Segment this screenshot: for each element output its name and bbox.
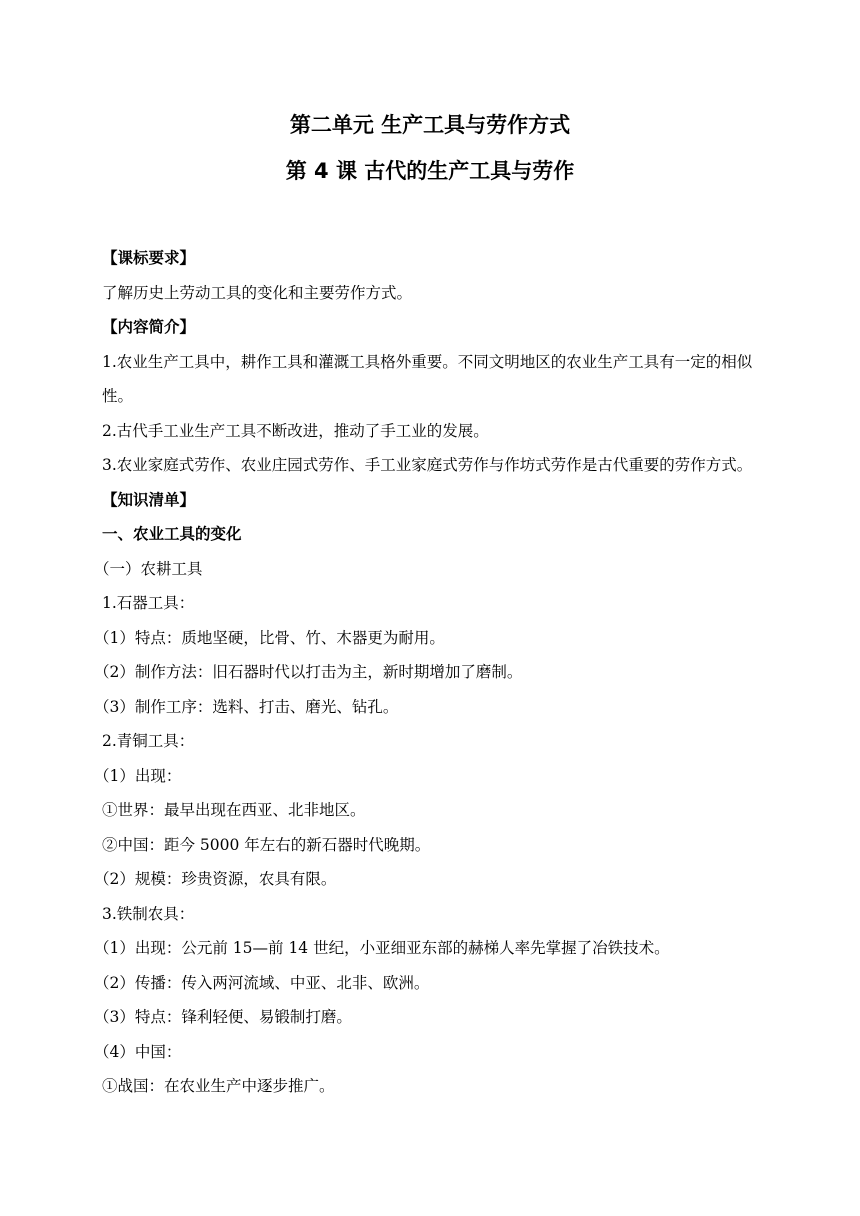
paragraph: （3）特点：锋利轻便、易锻制打磨。 bbox=[94, 1008, 352, 1026]
paragraph: （1）特点：质地坚硬，比骨、竹、木器更为耐用。 bbox=[94, 628, 445, 647]
section-heading-summary: 【内容简介】 bbox=[102, 318, 196, 336]
paragraph: （1）出现：公元前 15—前 14 世纪，小亚细亚东部的赫梯人率先掌握了冶铁技术。 bbox=[94, 939, 670, 957]
section-heading-knowledge: 【知识清单】 bbox=[102, 490, 196, 509]
subsection-heading: 一、农业工具的变化 bbox=[102, 525, 242, 543]
paragraph: 1.农业生产工具中，耕作工具和灌溉工具格外重要。不同文明地区的农业生产工具有一定的相似性。 bbox=[102, 352, 753, 405]
paragraph: （3）制作工序：选料、打击、磨光、钻孔。 bbox=[94, 697, 399, 716]
lesson-title: 第 4 课 古代的生产工具与劳作 bbox=[285, 159, 575, 183]
paragraph: （1）出现： bbox=[94, 766, 182, 785]
paragraph: ②中国：距今 5000 年左右的新石器时代晚期。 bbox=[102, 835, 431, 854]
paragraph: 了解历史上劳动工具的变化和主要劳作方式。 bbox=[102, 283, 413, 302]
paragraph: 3.铁制农具： bbox=[102, 904, 195, 923]
document-body bbox=[94, 241, 762, 1104]
paragraph: 2.古代手工业生产工具不断改进，推动了手工业的发展。 bbox=[102, 421, 489, 440]
paragraph: ①战国：在农业生产中逐步推广。 bbox=[102, 1077, 335, 1095]
section-heading-standards: 【课标要求】 bbox=[102, 249, 196, 267]
paragraph: （2）规模：珍贵资源，农具有限。 bbox=[94, 870, 337, 888]
paragraph: （一）农耕工具 bbox=[94, 559, 203, 578]
unit-title: 第二单元 生产工具与劳作方式 bbox=[289, 113, 571, 137]
paragraph: ①世界：最早出现在西亚、北非地区。 bbox=[102, 801, 366, 819]
paragraph: （4）中国： bbox=[94, 1042, 182, 1061]
paragraph: 3.农业家庭式劳作、农业庄园式劳作、手工业家庭式劳作与作坊式劳作是古代重要的劳作方式。 bbox=[102, 456, 753, 474]
paragraph: （2）制作方法：旧石器时代以打击为主，新时期增加了磨制。 bbox=[94, 663, 523, 681]
paragraph: 1.石器工具： bbox=[102, 594, 195, 612]
paragraph: （2）传播：传入两河流域、中亚、北非、欧洲。 bbox=[94, 973, 430, 992]
paragraph: 2.青铜工具： bbox=[102, 732, 195, 750]
